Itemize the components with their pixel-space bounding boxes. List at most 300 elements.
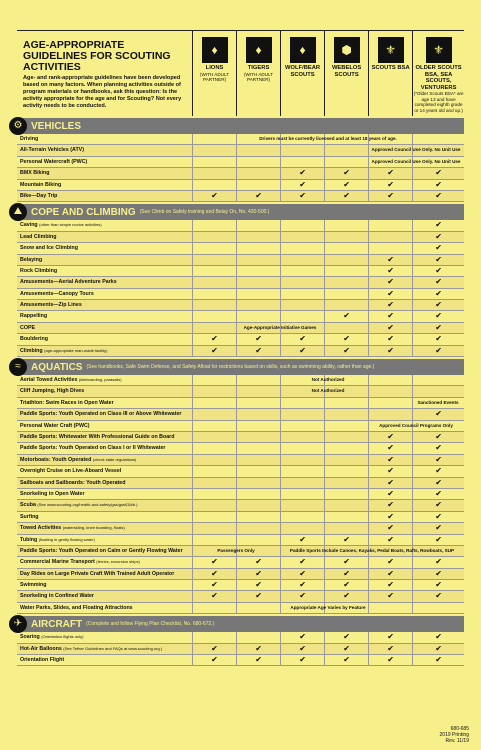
activity-label xyxy=(17,398,192,408)
check-icon: ✔ xyxy=(280,191,324,201)
webelos-badge-icon: ⬢ xyxy=(334,37,360,63)
empty-cell xyxy=(192,421,236,431)
empty-cell xyxy=(280,432,324,442)
table-row xyxy=(17,580,464,591)
empty-cell xyxy=(280,409,324,419)
check-icon: ✔ xyxy=(368,346,412,356)
row-cells xyxy=(192,220,464,230)
empty-cell xyxy=(368,409,412,419)
check-icon: ✔ xyxy=(368,489,412,499)
table-row xyxy=(17,168,464,179)
empty-cell xyxy=(324,300,368,310)
empty-cell xyxy=(236,523,280,533)
check-icon: ✔ xyxy=(412,191,464,201)
empty-cell xyxy=(324,432,368,442)
row-cells xyxy=(192,243,464,253)
activity-name: Soaring xyxy=(20,634,40,641)
check-icon: ✔ xyxy=(412,220,464,230)
row-cells xyxy=(192,277,464,287)
row-cells xyxy=(192,603,464,613)
table-row xyxy=(17,398,464,409)
empty-cell xyxy=(280,500,324,510)
empty-cell xyxy=(324,421,368,431)
activity-note: (check state regulations) xyxy=(92,456,137,462)
row-cells xyxy=(192,134,464,144)
check-icon: ✔ xyxy=(192,580,236,590)
table-row xyxy=(17,334,464,345)
empty-cell xyxy=(280,478,324,488)
check-icon: ✔ xyxy=(412,569,464,579)
check-icon: ✔ xyxy=(412,644,464,654)
activity-label xyxy=(17,591,192,601)
activity-name: Commercial Marine Transport xyxy=(20,559,95,566)
activity-name: Bouldering xyxy=(20,336,48,343)
empty-cell xyxy=(280,523,324,533)
check-icon: ✔ xyxy=(412,266,464,276)
column-header xyxy=(280,31,324,116)
table-row xyxy=(17,191,464,202)
check-icon: ✔ xyxy=(368,432,412,442)
table-row xyxy=(17,500,464,511)
activity-name: Day Rides on Large Private Craft With Trained Adult Operator xyxy=(20,570,175,577)
activity-label xyxy=(17,311,192,321)
check-icon: ✔ xyxy=(324,644,368,654)
restriction-note: Approved Council Programs Only xyxy=(379,422,453,428)
check-icon: ✔ xyxy=(412,346,464,356)
check-icon: ✔ xyxy=(368,168,412,178)
activity-name: Bike—Day Trip xyxy=(20,192,58,199)
check-icon: ✔ xyxy=(412,478,464,488)
check-icon: ✔ xyxy=(412,289,464,299)
activity-label xyxy=(17,409,192,419)
table-row xyxy=(17,323,464,334)
activity-name: Amusements—Zip Lines xyxy=(20,302,82,309)
row-cells xyxy=(192,346,464,356)
row-cells xyxy=(192,145,464,155)
wheel-icon: ⚙ xyxy=(9,117,27,135)
row-cells xyxy=(192,580,464,590)
column-header xyxy=(236,31,280,116)
row-cells xyxy=(192,157,464,167)
empty-cell xyxy=(236,421,280,431)
activity-label xyxy=(17,266,192,276)
check-icon: ✔ xyxy=(236,591,280,601)
section-header xyxy=(11,616,464,632)
activity-name: Surfing xyxy=(20,513,39,520)
activity-label xyxy=(17,421,192,431)
row-cells xyxy=(192,546,464,556)
check-icon: ✔ xyxy=(412,466,464,476)
activity-label xyxy=(17,580,192,590)
section-header xyxy=(11,204,464,220)
check-icon: ✔ xyxy=(236,334,280,344)
check-icon: ✔ xyxy=(412,632,464,642)
empty-cell xyxy=(192,145,236,155)
check-icon: ✔ xyxy=(368,334,412,344)
check-icon: ✔ xyxy=(192,346,236,356)
restriction-note: Drivers must be currently licensed and at least 18 years of age. xyxy=(259,136,397,141)
check-icon: ✔ xyxy=(368,443,412,453)
row-cells xyxy=(192,432,464,442)
printing: 2019 Printing xyxy=(439,732,469,738)
row-cells xyxy=(192,398,464,408)
empty-cell xyxy=(280,421,324,431)
check-icon: ✔ xyxy=(368,512,412,522)
column-name: OLDER SCOUTS BSA, SEA SCOUTS, VENTURERS xyxy=(415,65,462,91)
activity-label xyxy=(17,191,192,201)
row-cells xyxy=(192,323,464,333)
empty-cell xyxy=(236,466,280,476)
empty-cell xyxy=(280,243,324,253)
empty-cell xyxy=(324,277,368,287)
activity-name: Paddle Sports: Youth Operated on Class I or II Whitewater xyxy=(20,445,166,452)
column-note: (WITH ADULT PARTNER) xyxy=(200,71,230,82)
empty-cell xyxy=(236,432,280,442)
empty-cell xyxy=(280,311,324,321)
activity-label xyxy=(17,334,192,344)
column-note: (WITH ADULT PARTNER) xyxy=(244,71,274,82)
column-header xyxy=(368,31,412,116)
section-header xyxy=(11,118,464,134)
empty-cell xyxy=(324,489,368,499)
row-cells xyxy=(192,334,464,344)
empty-cell xyxy=(324,523,368,533)
table-row xyxy=(17,557,464,568)
restriction-note: Not Authorized xyxy=(311,377,345,383)
table-row xyxy=(17,535,464,546)
empty-cell xyxy=(324,255,368,265)
empty-cell xyxy=(236,157,280,167)
check-icon: ✔ xyxy=(412,523,464,533)
empty-cell xyxy=(192,466,236,476)
check-icon: ✔ xyxy=(280,655,324,665)
activity-label xyxy=(17,375,192,385)
empty-cell xyxy=(280,512,324,522)
activity-note: (kiteboarding, parasails) xyxy=(78,377,122,383)
activity-note: (ferries, excursion ships) xyxy=(96,559,140,565)
check-icon: ✔ xyxy=(368,255,412,265)
section-rows xyxy=(17,220,464,357)
empty-cell xyxy=(192,277,236,287)
activity-name: Overnight Cruise on Live-Aboard Vessel xyxy=(20,468,122,475)
check-icon: ✔ xyxy=(236,557,280,567)
empty-cell xyxy=(192,300,236,310)
check-icon: ✔ xyxy=(192,655,236,665)
check-icon: ✔ xyxy=(192,191,236,201)
row-cells xyxy=(192,168,464,178)
empty-cell xyxy=(324,220,368,230)
table-row xyxy=(17,180,464,191)
empty-cell xyxy=(280,255,324,265)
activity-label xyxy=(17,300,192,310)
activity-label xyxy=(17,432,192,442)
empty-cell xyxy=(236,255,280,265)
check-icon: ✔ xyxy=(236,644,280,654)
table-row xyxy=(17,311,464,322)
climber-icon: ⛰ xyxy=(9,203,27,221)
activity-name: Aerial Towed Activities xyxy=(20,377,78,384)
empty-cell xyxy=(236,180,280,190)
table-row xyxy=(17,512,464,523)
activity-name: Amusements—Aerial Adventure Parks xyxy=(20,279,117,286)
empty-cell xyxy=(236,632,280,642)
empty-cell xyxy=(324,478,368,488)
activity-label xyxy=(17,180,192,190)
activity-name: BMX Biking xyxy=(20,170,50,177)
restriction-note: Paddle Sports Include Canoes, Kayaks, Pedal Boats, Rafts, Rowboats, SUP xyxy=(289,547,455,553)
check-icon: ✔ xyxy=(412,168,464,178)
section-rows xyxy=(17,134,464,202)
table-row xyxy=(17,421,464,432)
activity-label xyxy=(17,500,192,510)
airplane-icon: ✈ xyxy=(9,615,27,633)
check-icon: ✔ xyxy=(368,478,412,488)
check-icon: ✔ xyxy=(368,500,412,510)
check-icon: ✔ xyxy=(280,346,324,356)
check-icon: ✔ xyxy=(324,591,368,601)
row-cells xyxy=(192,191,464,201)
row-cells xyxy=(192,523,464,533)
activity-name: Paddle Sports: Youth Operated on Calm or Gently Flowing Water xyxy=(20,547,183,554)
column-header xyxy=(412,31,464,116)
check-icon: ✔ xyxy=(368,455,412,465)
empty-cell xyxy=(324,266,368,276)
section-rows xyxy=(17,632,464,666)
activity-label xyxy=(17,546,192,556)
check-icon: ✔ xyxy=(324,311,368,321)
column-note: (*Older Scouts BSA* are age 13 and have completed eighth grade or 14 years old and up.) xyxy=(413,91,464,113)
section-header xyxy=(11,359,464,375)
section-title: AQUATICS xyxy=(31,361,83,373)
empty-cell xyxy=(236,168,280,178)
table-row xyxy=(17,591,464,602)
row-cells xyxy=(192,386,464,396)
restriction-note: Passengers Only xyxy=(217,547,255,553)
table-row xyxy=(17,145,464,156)
check-icon: ✔ xyxy=(324,580,368,590)
empty-cell xyxy=(280,466,324,476)
empty-cell xyxy=(192,432,236,442)
row-cells xyxy=(192,466,464,476)
table-row xyxy=(17,443,464,454)
section-note: (See Climb on Safely training and Belay On, No. 430-500.) xyxy=(139,209,270,216)
empty-cell xyxy=(324,443,368,453)
activity-label xyxy=(17,289,192,299)
restriction-note: Not Authorized xyxy=(311,388,345,394)
empty-cell xyxy=(324,398,368,408)
activity-name: Personal Watercraft (PWC) xyxy=(20,158,88,165)
activity-name: Climbing xyxy=(20,347,43,354)
check-icon: ✔ xyxy=(192,591,236,601)
activity-name: Motorboats: Youth Operated xyxy=(20,456,92,463)
check-icon: ✔ xyxy=(368,466,412,476)
empty-cell xyxy=(192,232,236,242)
check-icon: ✔ xyxy=(368,277,412,287)
check-icon: ✔ xyxy=(368,569,412,579)
empty-cell xyxy=(236,409,280,419)
empty-cell xyxy=(280,232,324,242)
table-row xyxy=(17,266,464,277)
row-cells xyxy=(192,266,464,276)
activity-name: Sailboats and Sailboards: Youth Operated xyxy=(20,479,126,486)
empty-cell xyxy=(236,243,280,253)
empty-cell xyxy=(368,232,412,242)
restriction-note: Appropriate Age Varies by Feature xyxy=(290,604,366,610)
check-icon: ✔ xyxy=(324,346,368,356)
empty-cell xyxy=(324,157,368,167)
activity-name: Orientation Flight xyxy=(20,657,65,664)
activity-name: Amusements—Canopy Tours xyxy=(20,290,94,297)
check-icon: ✔ xyxy=(368,266,412,276)
check-icon: ✔ xyxy=(368,323,412,333)
table-row xyxy=(17,220,464,231)
empty-cell xyxy=(192,443,236,453)
check-icon: ✔ xyxy=(280,535,324,545)
empty-cell xyxy=(236,300,280,310)
check-icon: ✔ xyxy=(280,644,324,654)
table-row xyxy=(17,489,464,500)
activity-label xyxy=(17,443,192,453)
lion-badge-icon: ♦ xyxy=(202,37,228,63)
empty-cell xyxy=(236,232,280,242)
check-icon: ✔ xyxy=(324,180,368,190)
table-row xyxy=(17,346,464,357)
empty-cell xyxy=(236,398,280,408)
column-header xyxy=(192,31,236,116)
table-row xyxy=(17,603,464,614)
check-icon: ✔ xyxy=(368,289,412,299)
check-icon: ✔ xyxy=(412,243,464,253)
activity-label xyxy=(17,157,192,167)
activity-label xyxy=(17,557,192,567)
row-cells xyxy=(192,557,464,567)
activity-label xyxy=(17,220,192,230)
empty-cell xyxy=(280,489,324,499)
intro-text: Age- and rank-appropriate guidelines have been developed based on many factors. When planning activities outside of program materials or handbooks, ask this question: Is the activity appropriate for the age and for Scouting? Not every activity needs to be conducted. xyxy=(23,75,182,109)
activity-note: (Orientation flights only) xyxy=(41,634,84,640)
activity-name: Rappelling xyxy=(20,313,48,320)
activity-name: Personal Water Craft (PWC) xyxy=(20,422,90,429)
row-cells xyxy=(192,512,464,522)
swimmer-icon: ≈ xyxy=(9,358,27,376)
empty-cell xyxy=(236,443,280,453)
check-icon: ✔ xyxy=(368,591,412,601)
activity-label xyxy=(17,277,192,287)
activity-label xyxy=(17,603,192,613)
empty-cell xyxy=(368,243,412,253)
empty-cell xyxy=(324,289,368,299)
check-icon: ✔ xyxy=(280,557,324,567)
activity-name: All-Terrain Vehicles (ATV) xyxy=(20,147,84,154)
check-icon: ✔ xyxy=(412,512,464,522)
activity-note: (See Tether Guidelines and FAQs at www.scouting.org.) xyxy=(63,645,163,651)
check-icon: ✔ xyxy=(236,655,280,665)
row-cells xyxy=(192,535,464,545)
empty-cell xyxy=(280,145,324,155)
section-title: VEHICLES xyxy=(31,120,82,132)
empty-cell xyxy=(192,500,236,510)
check-icon: ✔ xyxy=(368,535,412,545)
activity-label xyxy=(17,323,192,333)
check-icon: ✔ xyxy=(412,432,464,442)
empty-cell xyxy=(192,523,236,533)
row-cells xyxy=(192,569,464,579)
check-icon: ✔ xyxy=(412,535,464,545)
activity-label xyxy=(17,569,192,579)
empty-cell xyxy=(280,300,324,310)
empty-cell xyxy=(280,266,324,276)
row-cells xyxy=(192,180,464,190)
table-row xyxy=(17,289,464,300)
column-headers xyxy=(192,31,464,116)
empty-cell xyxy=(192,180,236,190)
activity-name: Cliff Jumping, High Dives xyxy=(20,388,85,395)
check-icon: ✔ xyxy=(368,300,412,310)
empty-cell xyxy=(192,632,236,642)
empty-cell xyxy=(192,409,236,419)
section-note: (Complete and follow Flying Plan Checklist, No. 680-672.) xyxy=(86,621,215,628)
table-row xyxy=(17,478,464,489)
column-name: LIONS xyxy=(205,65,224,71)
table-row xyxy=(17,375,464,386)
row-cells xyxy=(192,255,464,265)
check-icon: ✔ xyxy=(324,334,368,344)
header xyxy=(17,30,464,116)
check-icon: ✔ xyxy=(412,591,464,601)
check-icon: ✔ xyxy=(412,323,464,333)
empty-cell xyxy=(236,478,280,488)
check-icon: ✔ xyxy=(368,632,412,642)
check-icon: ✔ xyxy=(412,500,464,510)
section-title: COPE AND CLIMBING xyxy=(31,206,136,218)
activity-label xyxy=(17,455,192,465)
activity-label xyxy=(17,644,192,654)
activity-label xyxy=(17,232,192,242)
activity-label xyxy=(17,134,192,144)
restriction-note: Approved Council Use Only. No Unit Use xyxy=(371,158,461,164)
sections xyxy=(13,118,464,666)
empty-cell xyxy=(192,266,236,276)
section-rows xyxy=(17,375,464,614)
row-cells xyxy=(192,232,464,242)
column-name: TIGERS xyxy=(247,65,270,71)
empty-cell xyxy=(192,455,236,465)
section-note: (See handbooks, Safe Swim Defense, and Safety Afloat for restrictions based on skills, such as swimming ability, rather than age.) xyxy=(86,364,375,371)
check-icon: ✔ xyxy=(324,569,368,579)
activity-label xyxy=(17,466,192,476)
empty-cell xyxy=(324,145,368,155)
empty-cell xyxy=(280,157,324,167)
activity-name: Scuba xyxy=(20,502,36,509)
empty-cell xyxy=(192,478,236,488)
empty-cell xyxy=(236,277,280,287)
check-icon: ✔ xyxy=(236,580,280,590)
check-icon: ✔ xyxy=(324,191,368,201)
column-header xyxy=(324,31,368,116)
check-icon: ✔ xyxy=(412,409,464,419)
row-cells xyxy=(192,489,464,499)
tiger-badge-icon: ♦ xyxy=(246,37,272,63)
empty-cell xyxy=(192,168,236,178)
activity-note: (waterskiing, knee boarding, floats) xyxy=(62,525,125,531)
row-cells xyxy=(192,632,464,642)
activity-label xyxy=(17,655,192,665)
check-icon: ✔ xyxy=(324,535,368,545)
activity-label xyxy=(17,386,192,396)
check-icon: ✔ xyxy=(280,334,324,344)
check-icon: ✔ xyxy=(368,655,412,665)
check-icon: ✔ xyxy=(192,569,236,579)
